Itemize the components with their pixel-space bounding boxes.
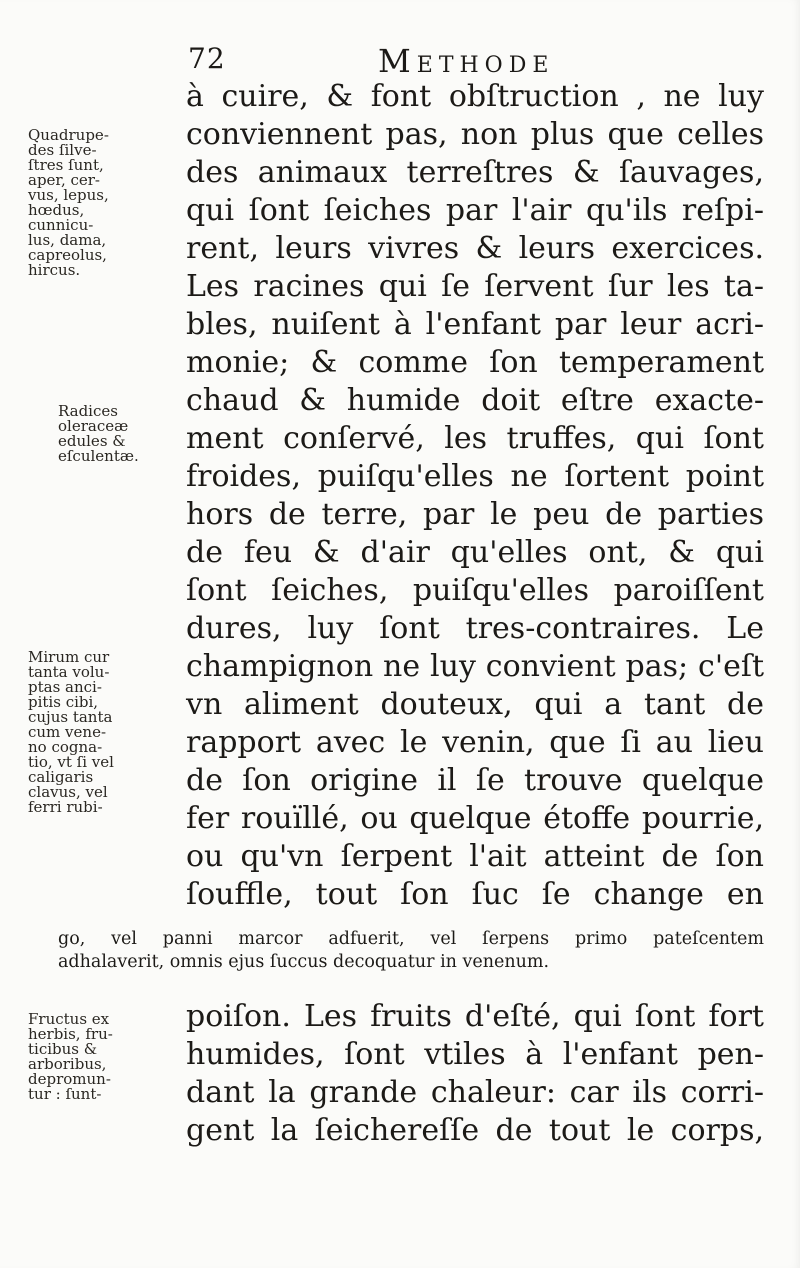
margin-note-line: hircus. <box>28 261 81 279</box>
page-number: 72 <box>188 42 226 75</box>
margin-note-line: capreolus, <box>28 246 107 264</box>
text-line: dant la grande chaleur: car ils corri- <box>186 1075 764 1110</box>
margin-note-line: eſculentæ. <box>58 447 139 465</box>
margin-note-line: tanta volu- <box>28 663 110 681</box>
margin-note-line: des ſilve- <box>28 141 97 159</box>
text-line: monie; & comme ſon temperament <box>186 345 764 380</box>
margin-note-fructus <box>28 1012 180 1102</box>
margin-note-line: hœdus, <box>28 201 85 219</box>
text-line: de feu & d'air qu'elles ont, & qui <box>186 535 764 570</box>
margin-note-line: Mirum cur <box>28 648 110 666</box>
text-line: Les racines qui ſe ſervent ſur les ta- <box>186 269 764 304</box>
footnote-line: go, vel panni marcor adfuerit, vel ſerpens primo pateſcentem <box>58 929 764 949</box>
text-line: champignon ne luy convient pas; c'eſt <box>186 649 764 684</box>
margin-note-line: cum vene- <box>28 723 107 741</box>
running-head: Methode <box>378 42 555 80</box>
margin-note-line: cujus tanta <box>28 708 113 726</box>
margin-note-quadrupedes <box>28 128 180 278</box>
text-line: poiſon. Les fruits d'eſté, qui ſont fort <box>186 999 764 1034</box>
margin-note-line: tur : ſunt- <box>28 1085 102 1103</box>
margin-note-line: clavus, vel <box>28 783 108 801</box>
margin-note-line: lus, dama, <box>28 231 107 249</box>
text-line: qui ſont ſeiches par l'air qu'ils reſpi- <box>186 193 764 228</box>
margin-note-line: ſtres ſunt, <box>28 156 104 174</box>
text-line: froides, puiſqu'elles ne ſortent point <box>186 459 764 494</box>
text-line: des animaux terreſtres & ſauvages, <box>186 155 764 190</box>
text-line: ſouffle, tout ſon ſuc ſe change en <box>186 877 764 912</box>
text-line: fer rouïllé, ou quelque étoffe pourrie, <box>186 801 764 836</box>
margin-note-line: cunnicu- <box>28 216 94 234</box>
text-line: bles, nuiſent à l'enfant par leur acri- <box>186 307 764 342</box>
text-line: conviennent pas, non plus que celles <box>186 117 764 152</box>
text-line: ſont ſeiches, puiſqu'elles paroiſſent <box>186 573 764 608</box>
margin-note-line: edules & <box>58 432 126 450</box>
text-line: vn aliment douteux, qui a tant de <box>186 687 764 722</box>
text-line: rapport avec le venin, que ſi au lieu <box>186 725 764 760</box>
margin-note-line: caligaris <box>28 768 94 786</box>
page-header <box>0 40 800 80</box>
margin-note-line: ferri rubi- <box>28 798 103 816</box>
margin-note-line: Quadrupe- <box>28 126 109 144</box>
text-line: rent, leurs vivres & leurs exercices. <box>186 231 764 266</box>
margin-note-line: ptas anci- <box>28 678 102 696</box>
text-line: hors de terre, par le peu de parties <box>186 497 764 532</box>
text-line: humides, ſont vtiles à l'enfant pen- <box>186 1037 764 1072</box>
main-text-upper <box>186 78 764 914</box>
text-line: ment conſervé, les truffes, qui ſont <box>186 421 764 456</box>
margin-note-line: vus, lepus, <box>28 186 109 204</box>
margin-note-line: herbis, fru- <box>28 1025 113 1043</box>
text-line: ou qu'vn ſerpent l'ait atteint de ſon <box>186 839 764 874</box>
margin-note-line: no cogna- <box>28 738 103 756</box>
text-line: à cuire, & font obſtruction , ne luy <box>186 79 764 114</box>
margin-note-line: pitis cibi, <box>28 693 99 711</box>
margin-note-line: arboribus, <box>28 1055 107 1073</box>
margin-note-mirum <box>28 650 180 815</box>
text-line: de ſon origine il ſe trouve quelque <box>186 763 764 798</box>
margin-note-line: tio, vt ſi vel <box>28 753 114 771</box>
margin-note-radices <box>58 404 210 464</box>
text-line: gent la ſeichereſſe de tout le corps, <box>186 1113 764 1148</box>
main-text-lower <box>186 998 764 1150</box>
margin-note-line: oleraceæ <box>58 417 129 435</box>
margin-note-line: depromun- <box>28 1070 111 1088</box>
text-line: chaud & humide doit eſtre exacte- <box>186 383 764 418</box>
margin-note-line: aper, cer- <box>28 171 100 189</box>
margin-note-line: Fructus ex <box>28 1010 110 1028</box>
text-line: dures, luy ſont tres-contraires. Le <box>186 611 764 646</box>
margin-note-line: Radices <box>58 402 118 420</box>
margin-note-line: ticibus & <box>28 1040 98 1058</box>
footnote-line: adhalaverit, omnis ejus ſuccus decoquatur in venenum. <box>58 952 550 972</box>
footnote <box>58 928 764 974</box>
